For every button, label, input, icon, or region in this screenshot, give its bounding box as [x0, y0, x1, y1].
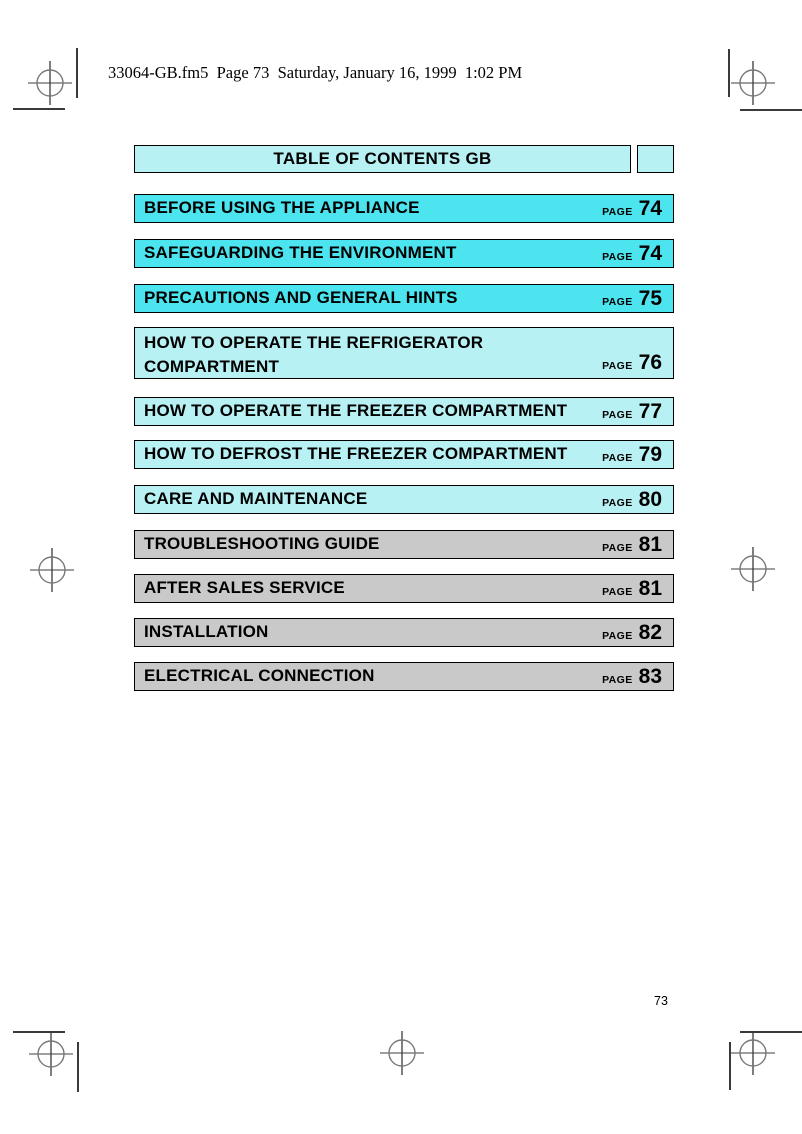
toc-row-title: PRECAUTIONS AND GENERAL HINTS [144, 288, 458, 308]
page-label: PAGE [602, 360, 633, 372]
toc-row-title: HOW TO DEFROST THE FREEZER COMPARTMENT [144, 444, 568, 464]
page-label: PAGE [602, 673, 633, 686]
page-label: PAGE [602, 541, 633, 554]
toc-title-tab [637, 145, 674, 173]
registration-mark-icon [729, 59, 777, 107]
registration-mark-icon [729, 1029, 777, 1077]
toc-row-title: CARE AND MAINTENANCE [144, 489, 368, 509]
toc-row-precautions-hints [134, 284, 674, 313]
crop-line-bottom-left-vertical [77, 1042, 79, 1092]
toc-row-page [602, 621, 662, 645]
registration-mark-icon [27, 1030, 75, 1078]
toc-row-electrical-connection [134, 662, 674, 691]
toc-row-page [602, 533, 662, 557]
registration-mark-bottom-right [729, 1029, 777, 1077]
toc-row-title: AFTER SALES SERVICE [144, 578, 345, 598]
registration-mark-bottom-center [378, 1029, 426, 1077]
page-label: PAGE [602, 295, 633, 308]
toc-row-title: TROUBLESHOOTING GUIDE [144, 534, 380, 554]
page-label: PAGE [602, 585, 633, 598]
registration-mark-right-middle [729, 545, 777, 593]
toc-row-after-sales-service [134, 574, 674, 603]
registration-mark-icon [729, 545, 777, 593]
page-number-value: 75 [638, 286, 662, 310]
toc-title [134, 145, 631, 173]
page-number-value: 74 [638, 196, 662, 220]
footer-page-number: 73 [654, 994, 668, 1008]
registration-mark-icon [378, 1029, 426, 1077]
page-number-value: 74 [638, 241, 662, 265]
toc-row-page [602, 351, 662, 375]
toc-row-defrost-freezer [134, 440, 674, 469]
toc-row-page [602, 665, 662, 689]
registration-mark-top-left [26, 59, 74, 107]
toc-row-operate-refrigerator [134, 327, 674, 379]
toc-row-title: BEFORE USING THE APPLIANCE [144, 198, 420, 218]
toc-row-title: SAFEGUARDING THE ENVIRONMENT [144, 243, 457, 263]
page-label: PAGE [602, 250, 633, 263]
toc-row-page [602, 197, 662, 221]
print-job-header: 33064-GB.fm5 Page 73 Saturday, January 16, 1999 1:02 PM [108, 63, 523, 82]
page-label: PAGE [602, 408, 633, 421]
toc-row-page [602, 242, 662, 266]
page-number-value: 76 [638, 351, 662, 374]
page-number-value: 82 [638, 620, 662, 644]
toc-row-page [602, 443, 662, 467]
page-number-value: 79 [638, 442, 662, 466]
page-number-value: 81 [638, 532, 662, 556]
toc-row-page [602, 400, 662, 424]
page-label: PAGE [602, 451, 633, 464]
registration-mark-bottom-left [27, 1030, 75, 1078]
toc-row-title: ELECTRICAL CONNECTION [144, 666, 375, 686]
toc-row-safeguarding-environment [134, 239, 674, 268]
toc-row-operate-freezer [134, 397, 674, 426]
page-label: PAGE [602, 205, 633, 218]
page-label: PAGE [602, 496, 633, 509]
registration-mark-icon [28, 546, 76, 594]
toc-row-title: INSTALLATION [144, 622, 269, 642]
toc-row-title: HOW TO OPERATE THE REFRIGERATOR COMPARTMENT [144, 333, 484, 376]
toc-row-installation [134, 618, 674, 647]
crop-line-top-left-vertical [76, 48, 78, 98]
toc-row-page [602, 488, 662, 512]
page-number-value: 77 [638, 399, 662, 423]
toc-title-label: TABLE OF CONTENTS GB [273, 149, 492, 168]
registration-mark-top-right [729, 59, 777, 107]
crop-line-top-left-horizontal [13, 108, 65, 110]
toc-row-page [602, 577, 662, 601]
registration-mark-icon [26, 59, 74, 107]
toc-row-before-using [134, 194, 674, 223]
registration-mark-left-middle [28, 546, 76, 594]
toc-row-title: HOW TO OPERATE THE FREEZER COMPARTMENT [144, 401, 568, 421]
page-number-value: 83 [638, 664, 662, 688]
toc-row-care-maintenance [134, 485, 674, 514]
crop-line-top-right-horizontal [740, 109, 802, 111]
toc-row-page [602, 287, 662, 311]
toc-row-troubleshooting-guide [134, 530, 674, 559]
page-number-value: 81 [638, 576, 662, 600]
page-label: PAGE [602, 629, 633, 642]
page-number-value: 80 [638, 487, 662, 511]
